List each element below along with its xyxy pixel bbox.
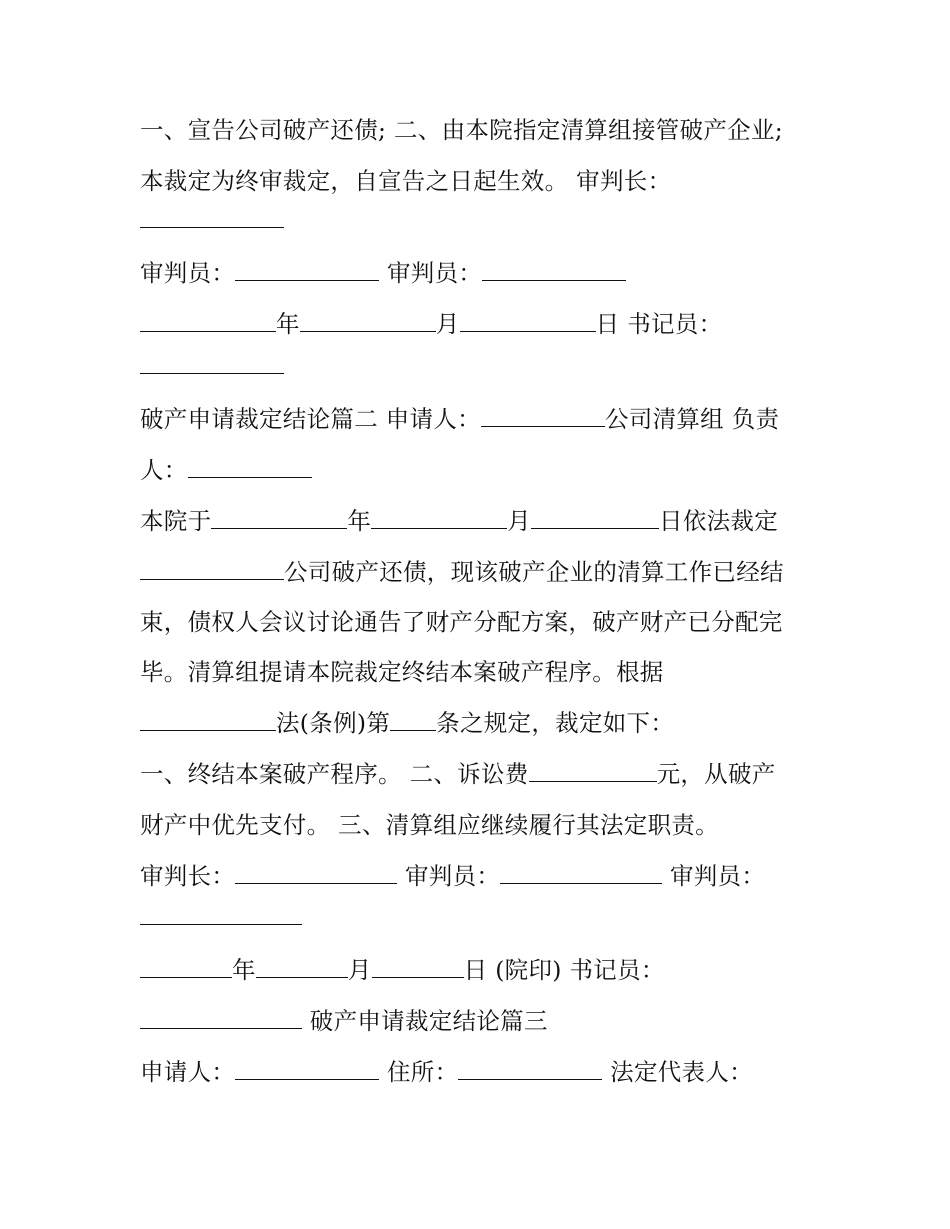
text-segment: 破产申请裁定结论篇二 申请人：	[140, 405, 481, 433]
text-line	[140, 1006, 548, 1036]
fill-blank	[458, 1057, 602, 1080]
text-segment: 审判员：	[662, 862, 766, 890]
signature-blank	[500, 861, 662, 884]
fill-blank	[390, 708, 436, 731]
text-line	[140, 404, 779, 434]
text-segment: 日 (院印) 书记员：	[463, 956, 665, 984]
text-segment: 月	[507, 507, 532, 535]
text-segment: 财产中优先支付。 三、清算组应继续履行其法定职责。	[140, 811, 719, 839]
text-segment: 审判长：	[140, 862, 236, 890]
text-segment: 法定代表人：	[602, 1058, 753, 1086]
text-segment: 年	[347, 507, 372, 535]
text-line	[140, 607, 783, 637]
text-line	[140, 455, 312, 485]
signature-blank	[235, 861, 397, 884]
text-segment: 公司破产还债，现该破产企业的清算工作已经结	[284, 558, 784, 586]
text-segment: 住所：	[379, 1058, 459, 1086]
text-line	[140, 166, 671, 196]
text-segment: 申请人：	[140, 1058, 236, 1086]
text-segment: 月	[347, 956, 372, 984]
text-line	[140, 506, 778, 536]
signature-blank	[482, 258, 626, 281]
text-segment: 条之规定，裁定如下：	[436, 709, 675, 737]
text-segment: 日依法裁定	[659, 507, 779, 535]
signature-blank	[235, 258, 379, 281]
text-segment: 一、宣告公司破产还债; 二、由本院指定清算组接管破产企业;	[140, 116, 784, 144]
fill-blank	[235, 1057, 379, 1080]
text-segment: 束，债权人会议讨论通告了财产分配方案，破产财产已分配完	[140, 608, 783, 636]
text-line	[140, 557, 784, 587]
text-segment: 毕。清算组提请本院裁定终结本案破产程序。根据	[140, 658, 664, 686]
text-line	[140, 902, 302, 932]
fill-blank	[481, 404, 605, 427]
text-line	[140, 708, 674, 738]
text-segment: 年	[276, 310, 300, 338]
text-segment: 审判员：	[379, 259, 483, 287]
text-line	[140, 1057, 753, 1087]
text-segment: 月	[435, 310, 460, 338]
signature-blank	[140, 351, 284, 374]
text-line	[140, 759, 776, 789]
text-segment: 破产申请裁定结论篇三	[302, 1007, 548, 1035]
date-blank	[371, 506, 507, 529]
date-blank	[140, 955, 232, 978]
text-line	[140, 861, 765, 891]
text-segment: 日 书记员：	[595, 310, 723, 338]
fill-blank	[140, 557, 284, 580]
text-segment: 公司清算组 负责	[604, 405, 780, 433]
text-line	[140, 955, 665, 985]
text-segment: 审判员：	[140, 259, 236, 287]
text-segment: 一、终结本案破产程序。 二、诉讼费	[140, 760, 529, 788]
signature-blank	[140, 205, 284, 228]
date-blank	[300, 309, 436, 332]
text-segment: 审判员：	[397, 862, 501, 890]
signature-blank	[140, 1006, 302, 1029]
date-blank	[256, 955, 348, 978]
text-line	[140, 258, 626, 288]
date-blank	[460, 309, 596, 332]
text-segment: 本裁定为终审裁定，自宣告之日起生效。 审判长：	[140, 167, 672, 195]
date-blank	[211, 506, 347, 529]
text-line	[140, 810, 719, 840]
fill-blank	[188, 455, 312, 478]
text-segment: 法(条例)第	[276, 709, 391, 737]
text-line	[140, 115, 783, 145]
text-line	[140, 205, 284, 235]
text-segment: 本院于	[140, 507, 212, 535]
date-blank	[140, 309, 276, 332]
fill-blank	[140, 708, 276, 731]
fill-blank	[529, 759, 657, 782]
text-segment: 年	[232, 956, 256, 984]
text-segment: 元，从破产	[656, 760, 776, 788]
date-blank	[372, 955, 464, 978]
signature-blank	[140, 902, 302, 925]
date-blank	[531, 506, 659, 529]
text-line	[140, 351, 284, 381]
text-line	[140, 309, 722, 339]
text-line	[140, 657, 664, 687]
text-segment: 人：	[140, 456, 188, 484]
